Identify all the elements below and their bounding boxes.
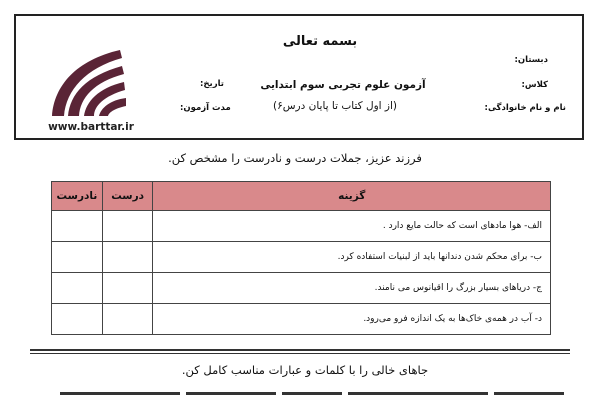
- website-link[interactable]: www.barttar.ir: [48, 121, 134, 133]
- correct-answer-cell[interactable]: [102, 273, 153, 304]
- duration-label: مدت آزمون:: [180, 103, 231, 113]
- basmala-heading: بسمه تعالی: [282, 34, 358, 49]
- statement-cell: د- آب در همه‌ی خاک‌ها به یک اندازه فرو می‌رود.: [153, 304, 551, 335]
- table-row: [52, 242, 551, 273]
- correct-answer-cell[interactable]: [102, 304, 153, 335]
- table-row: [52, 211, 551, 242]
- fill-in-blank-instruction: جاهای خالی را با کلمات و عبارات مناسب کامل کن.: [181, 363, 429, 377]
- section-divider: [30, 349, 570, 354]
- correct-answer-cell[interactable]: [102, 242, 153, 273]
- date-label: تاریخ:: [200, 79, 224, 89]
- exam-title: آزمون علوم تجربی سوم ابتدایی: [260, 79, 426, 91]
- column-header-correct: درست: [102, 182, 153, 211]
- table-header-row: [52, 182, 551, 211]
- table-row: [52, 273, 551, 304]
- true-false-table: [51, 181, 551, 335]
- table-row: [52, 304, 551, 335]
- wrong-answer-cell[interactable]: [52, 242, 103, 273]
- statement-cell: الف- هوا مادهای است که حالت مایع دارد .: [153, 211, 551, 242]
- barttar-logo-icon: [46, 46, 130, 118]
- exam-range: (از اول کتاب تا پایان درس۶): [272, 100, 398, 112]
- statement-cell: ب- برای محکم شدن دندانها باید از لبنیات استفاده کرد.: [153, 242, 551, 273]
- wrong-answer-cell[interactable]: [52, 304, 103, 335]
- column-header-wrong: نادرست: [52, 182, 103, 211]
- school-label: دبستان:: [514, 55, 548, 65]
- true-false-instruction: فرزند عزیز، جملات درست و نادرست را مشخص کن.: [168, 151, 422, 165]
- column-header-statement: گزینه: [153, 182, 551, 211]
- class-label: کلاس:: [521, 80, 548, 90]
- cutoff-text-line: [60, 392, 580, 400]
- statement-cell: ج- دریاهای بسیار بزرگ را اقیانوس می نامند.: [153, 273, 551, 304]
- student-name-label: نام و نام خانوادگی:: [484, 103, 566, 113]
- correct-answer-cell[interactable]: [102, 211, 153, 242]
- wrong-answer-cell[interactable]: [52, 273, 103, 304]
- wrong-answer-cell[interactable]: [52, 211, 103, 242]
